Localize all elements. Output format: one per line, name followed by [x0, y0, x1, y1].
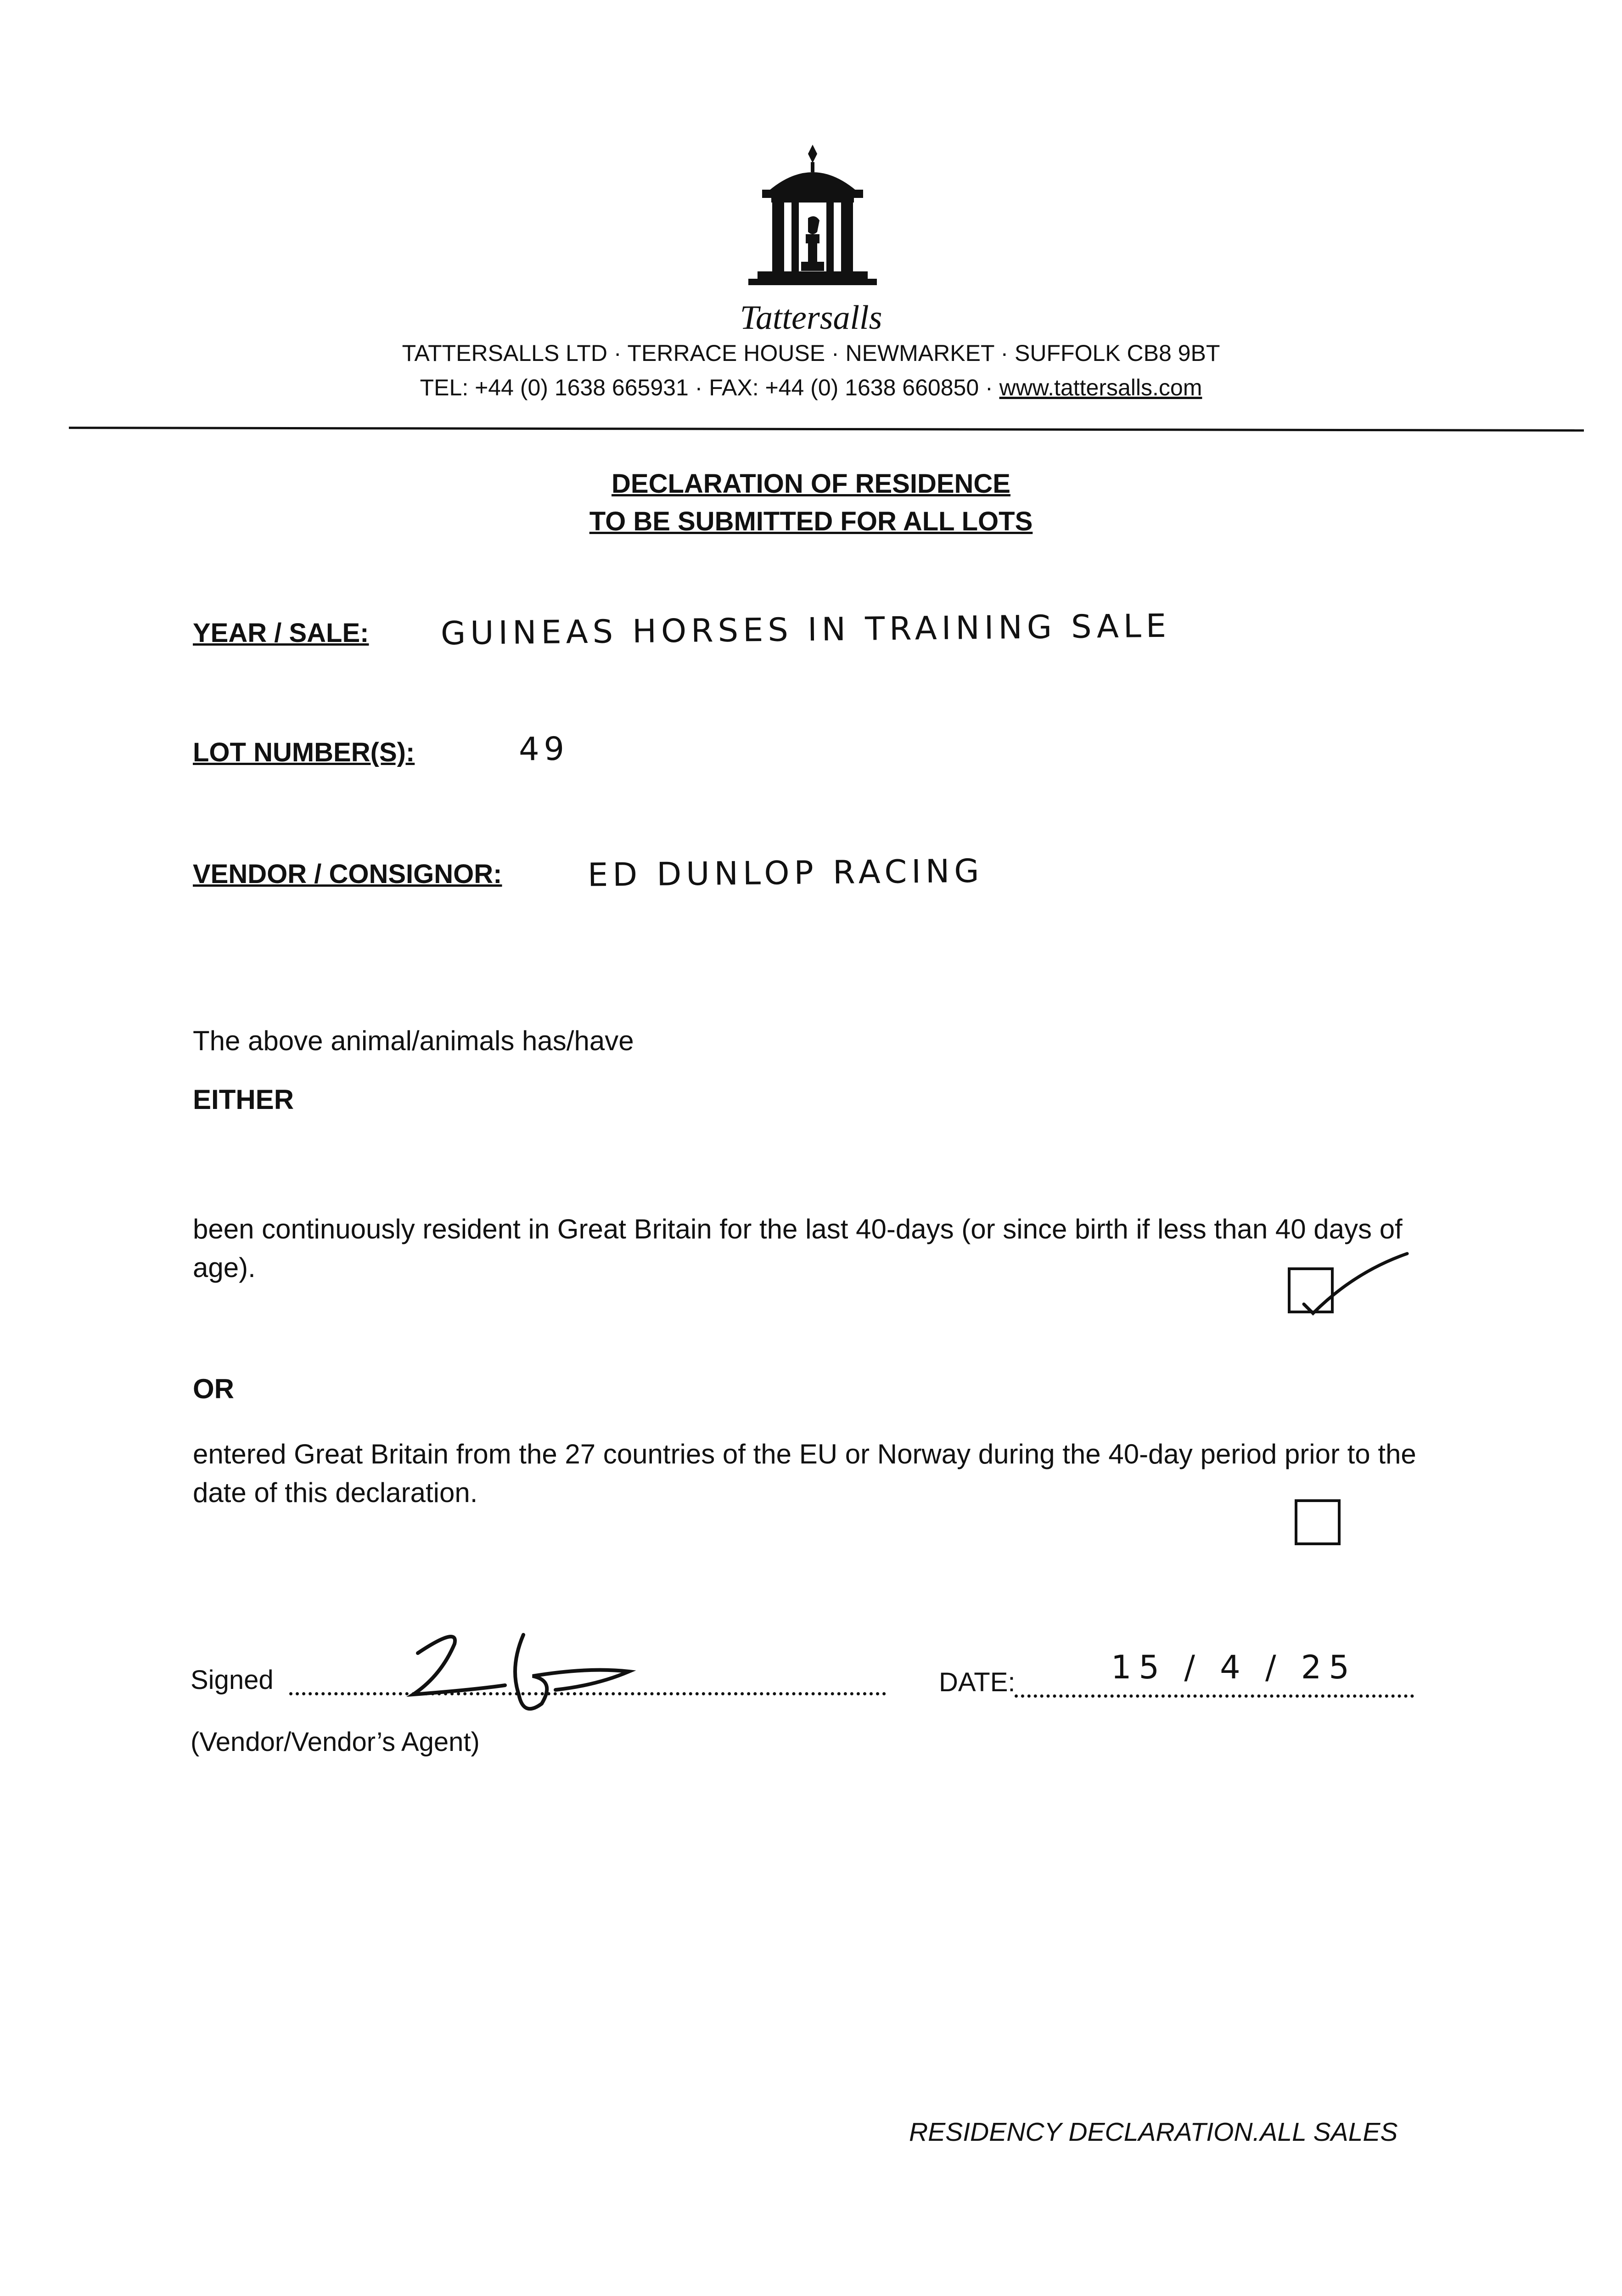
year-sale-value[interactable]: GUINEAS HORSES IN TRAINING SALE — [440, 607, 1171, 653]
form-subtitle: TO BE SUBMITTED FOR ALL LOTS — [589, 506, 1033, 536]
website-link[interactable]: www.tattersalls.com — [999, 375, 1202, 400]
vendor-label: VENDOR / CONSIGNOR: — [193, 859, 502, 889]
lot-numbers-label: LOT NUMBER(S): — [193, 737, 415, 767]
company-address: TATTERSALLS LTD · TERRACE HOUSE · NEWMARKET · SUFFOLK CB8 9BT — [402, 340, 1220, 366]
tattersalls-logo-icon — [744, 145, 881, 301]
brand-name: Tattersalls — [740, 299, 882, 337]
date-line — [1015, 1694, 1414, 1698]
handwritten-signature — [404, 1626, 643, 1727]
option-2-text: entered Great Britain from the 27 countries of the EU or Norway during the 40-day period prior to the date of this declaration. — [193, 1439, 1416, 1508]
checkmark-icon — [1285, 1235, 1423, 1327]
intro-text: The above animal/animals has/have — [193, 1025, 634, 1056]
signed-label: Signed — [191, 1665, 274, 1695]
or-label: OR — [193, 1373, 234, 1404]
either-label: EITHER — [193, 1084, 294, 1115]
option-1-text: been continuously resident in Great Britain for the last 40-days (or since birth if less than 40 days of age). — [193, 1214, 1403, 1283]
form-footer: RESIDENCY DECLARATION.ALL SALES — [909, 2117, 1398, 2147]
lot-numbers-value[interactable]: 49 — [518, 730, 569, 768]
date-value[interactable]: 15 / 4 / 25 — [1111, 1649, 1357, 1686]
option-2-checkbox[interactable] — [1295, 1499, 1341, 1545]
form-title: DECLARATION OF RESIDENCE — [612, 469, 1010, 499]
signer-caption: (Vendor/Vendor’s Agent) — [191, 1727, 480, 1757]
company-contact — [0, 374, 1622, 401]
vendor-value[interactable]: ED DUNLOP RACING — [587, 852, 984, 894]
year-sale-label: YEAR / SALE: — [193, 618, 369, 648]
date-label: DATE: — [939, 1667, 1016, 1697]
header-divider — [69, 427, 1584, 432]
phone-fax: TEL: +44 (0) 1638 665931 · FAX: +44 (0) 1638 660850 · — [420, 375, 999, 400]
